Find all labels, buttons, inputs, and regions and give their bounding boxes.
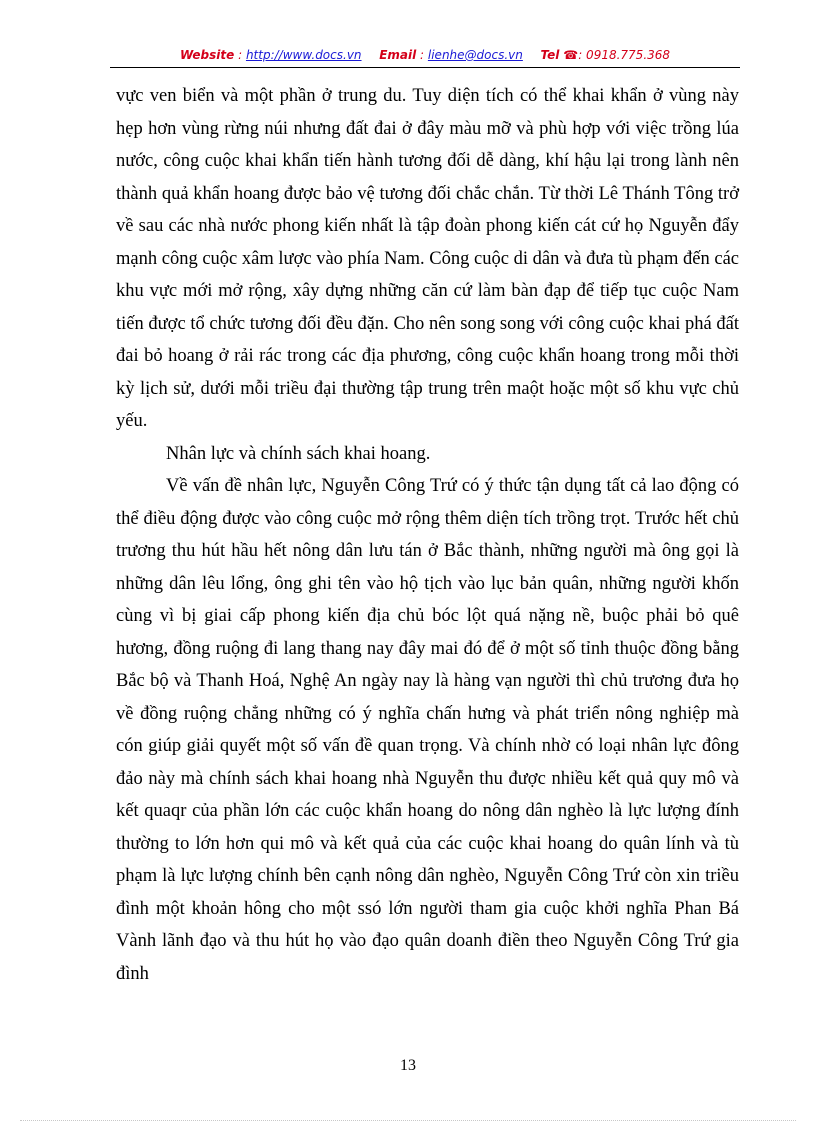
page-header — [110, 45, 740, 67]
tel-label: Tel — [540, 48, 560, 62]
paragraph: Về vấn đề nhân lực, Nguyễn Công Trứ có ý thức tận dụng tất cả lao động có thể điều động được vào công cuộc mở rộng thêm diện tích trồng trọt. Trước hết chủ trương thu hút hầu hết nông dân lưu tán ở Bắc thành, những người mà ông gọi là những dân lêu lổng, ông ghi tên vào hộ tịch vào lục bản quân, những người khốn cùng vì bị giai cấp phong kiến địa chủ bóc lột quá nặng nề, buộc phải bỏ quê hương, đồng ruộng đi lang thang nay đây mai đó để ở một số tỉnh thuộc đồng bằng Bắc bộ và Thanh Hoá, Nghệ An ngày nay là hàng vạn người thì chủ trương đưa họ về đồng ruộng chẳng những có ý nghĩa chấn hưng và phát triển nông nghiệp mà cón giúp giải quyết một số vấn đề quan trọng. Và chính nhờ có loại nhân lực đông đảo này mà chính sách khai hoang nhà Nguyễn thu được nhiều kết quả quy mô và kết quaqr của phần lớn các cuộc khẩn hoang do nông dân nghèo là lực lượng đính thường to lớn hơn qui mô và kết quả của các cuộc khai hoang do quân lính và tù phạm là lực lượng chính bên cạnh nông dân nghèo, Nguyễn Công Trứ còn xin triều đình một khoản hông cho một ssó lớn người tham gia cuộc khởi nghĩa Phan Bá Vành lãnh đạo và thu hút họ vào đạo quân doanh điền theo Nguyễn Công Trứ gia đình — [116, 476, 739, 984]
website-link[interactable]: http://www.docs.vn — [245, 48, 362, 62]
website-separator: : — [234, 48, 246, 62]
email-separator: : — [416, 48, 428, 62]
footer-divider — [20, 1120, 796, 1121]
paragraph: vực ven biển và một phần ở trung du. Tuy diện tích có thể khai khẩn ở vùng này hẹp hơn vùng rừng núi nhưng đất đai ở đây màu mỡ và phù hợp với việc trồng lúa nước, công cuộc khai khẩn tiến hành tương đối dễ dàng, khí hậu lại trong lành nên thành quả khẩn hoang được bảo vệ tương đối chắc chắn. Từ thời Lê Thánh Tông trở về sau các nhà nước phong kiến nhất là tập đoàn phong kiến cát cứ họ Nguyễn đẩy mạnh công cuộc xâm lược vào phía Nam. Công cuộc di dân và đưa tù phạm đến các khu vực mới mở rộng, xây dựng những căn cứ làm bàn đạp để tiếp tục cuộc Nam tiến được tổ chức tương đối đều đặn. Cho nên song song với công cuộc khai phá đất đai bỏ hoang ở rải rác trong các địa phương, công cuộc khẩn hoang trong mỗi thời kỳ lịch sử, dưới mỗi triều đại thường tập trung trên maột hoặc một số khu vực chủ yếu. — [116, 86, 739, 431]
tel-number: : 0918.775.368 — [578, 48, 671, 62]
email-link[interactable]: lienhe@docs.vn — [427, 48, 523, 62]
email-label: Email — [379, 48, 417, 62]
section-heading: Nhân lực và chính sách khai hoang. — [166, 443, 431, 464]
website-label: Website — [179, 48, 235, 62]
telephone-icon: ☎ — [563, 48, 579, 62]
document-body — [116, 80, 739, 990]
page-number: 13 — [400, 1057, 416, 1074]
header-divider — [110, 67, 740, 68]
